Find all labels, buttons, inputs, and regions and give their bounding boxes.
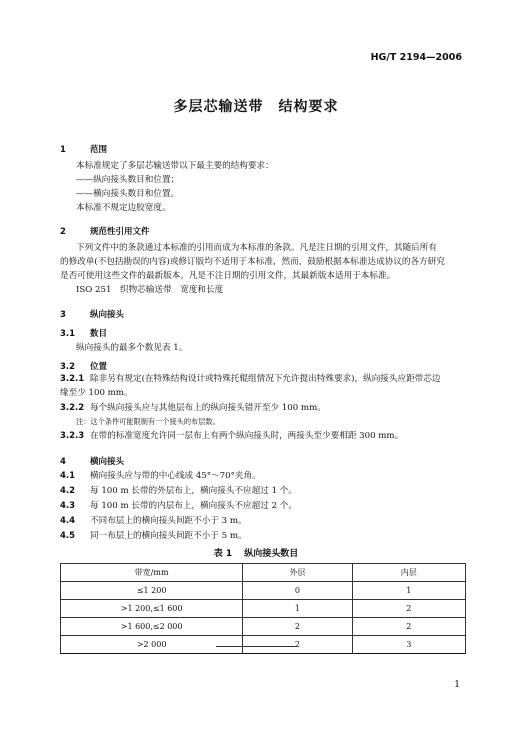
section-1-heading <box>60 143 107 155</box>
clause-text: 每 100 m 长带的内层布上，横向接头不应超过 2 个。 <box>90 501 297 511</box>
clause-4-5 <box>60 530 247 543</box>
clause-number: 4.2 <box>60 486 76 496</box>
clause-4-4 <box>60 515 247 528</box>
section-4-heading <box>60 455 124 467</box>
paragraph-line: 本标准不规定边胶宽度。 <box>76 203 171 213</box>
clause-number: 4.4 <box>60 516 76 526</box>
joint-count-table <box>60 563 466 654</box>
section-number: 4 <box>60 457 66 467</box>
page-number: 1 <box>454 680 460 690</box>
clause-4-2 <box>60 485 297 498</box>
paragraph-line: 本标准规定了多层芯输送带以下最主要的结构要求： <box>76 161 274 171</box>
list-item: ——横向接头数目和位置。 <box>76 189 180 199</box>
clause-number: 4.5 <box>60 531 76 541</box>
section-2-heading <box>60 225 150 237</box>
table-row <box>61 600 466 618</box>
table-cell: 1 <box>243 600 352 618</box>
paragraph-line: 下列文件中的条款通过本标准的引用而成为本标准的条款。凡是注日期的引用文件，其随后所有 <box>76 243 437 253</box>
note: 注：这个条件可能限制有一个接头的布层数。 <box>76 417 220 426</box>
table-cell: 2 <box>243 618 352 636</box>
clause-3-2-1 <box>60 373 440 386</box>
paragraph-line: 是否可使用这些文件的最新版本。凡是不注日期的引用文件，其最新版本适用于本标准。 <box>60 271 396 281</box>
clause-number: 3.2.1 <box>60 374 85 384</box>
table-cell: 1 <box>352 582 465 600</box>
section-3-heading <box>60 308 124 320</box>
table-title: 纵向接头数目 <box>244 549 299 559</box>
section-title: 纵向接头 <box>90 310 125 320</box>
clause-text: 纵向接头的最多个数见表 1。 <box>76 343 188 353</box>
clause-3-2-heading <box>60 360 107 372</box>
clause-text: 每 100 m 长带的外层布上，横向接头不应超过 1 个。 <box>90 486 297 496</box>
clause-number: 4.3 <box>60 501 76 511</box>
column-header-width: 带宽/mm <box>61 564 243 582</box>
table-cell: 2 <box>243 636 352 654</box>
clause-4-3 <box>60 500 297 513</box>
clause-title: 位置 <box>90 362 108 372</box>
end-rule <box>216 646 296 647</box>
clause-number: 4.1 <box>60 471 76 481</box>
clause-number: 3.2.2 <box>60 403 85 413</box>
table-cell: 2 <box>352 618 465 636</box>
paragraph-line: 的修改单(不包括勘误的内容)或修订版均不适用于本标准，然而，鼓励根据本标准达成协议的各方研究 <box>60 257 445 267</box>
table-row <box>61 582 466 600</box>
column-header-inner-ply: 内层 <box>352 564 465 582</box>
table-caption <box>0 546 512 559</box>
table-cell: >1 600,≤2 000 <box>61 618 243 636</box>
clause-text: 缘至少 100 mm。 <box>60 388 133 398</box>
table-number: 表 1 <box>213 549 233 559</box>
table-row <box>61 618 466 636</box>
referenced-standard: ISO 251 织物芯输送带 宽度和长度 <box>76 285 224 295</box>
clause-text: 每个纵向接头应与其他层布上的纵向接头错开至少 100 mm。 <box>90 403 326 413</box>
clause-text: 不同布层上的横向接头间距不小于 3 m。 <box>90 516 247 526</box>
clause-text: 除非另有规定(在特殊结构设计或特殊托辊组情况下允许提出特殊要求)，纵向接头应距带芯边 <box>90 374 441 384</box>
section-number: 3 <box>60 310 66 320</box>
table-cell: 0 <box>243 582 352 600</box>
clause-3-2-3 <box>60 430 403 443</box>
table-cell: >1 200,≤1 600 <box>61 600 243 618</box>
table-cell: 3 <box>352 636 465 654</box>
section-title: 规范性引用文件 <box>90 227 150 237</box>
table-cell: >2 000 <box>61 636 243 654</box>
table-row <box>61 636 466 654</box>
table-cell: 2 <box>352 600 465 618</box>
clause-4-1 <box>60 470 261 483</box>
column-header-outer-ply: 外层 <box>243 564 352 582</box>
table-cell: ≤1 200 <box>61 582 243 600</box>
table-header-row <box>61 564 466 582</box>
clause-number: 3.2 <box>60 362 76 372</box>
clause-text: 在带的标准宽度允许同一层布上有两个纵向接头时，两接头至少要相距 300 mm。 <box>90 431 404 441</box>
section-number: 1 <box>60 145 66 155</box>
clause-3-1-heading <box>60 327 107 339</box>
clause-number: 3.1 <box>60 329 76 339</box>
section-title: 横向接头 <box>90 457 125 467</box>
section-number: 2 <box>60 227 66 237</box>
clause-number: 3.2.3 <box>60 431 85 441</box>
document-title: 多层芯输送带 结构要求 <box>173 99 339 115</box>
standard-code: HG/T 2194—2006 <box>370 52 462 63</box>
clause-text: 横向接头应与带的中心线成 45°～70°夹角。 <box>90 471 261 481</box>
clause-title: 数目 <box>90 329 108 339</box>
section-title: 范围 <box>90 145 108 155</box>
clause-3-2-2 <box>60 402 326 415</box>
list-item: ——纵向接头数目和位置； <box>76 175 180 185</box>
clause-text: 同一布层上的横向接头间距不小于 5 m。 <box>90 531 247 541</box>
